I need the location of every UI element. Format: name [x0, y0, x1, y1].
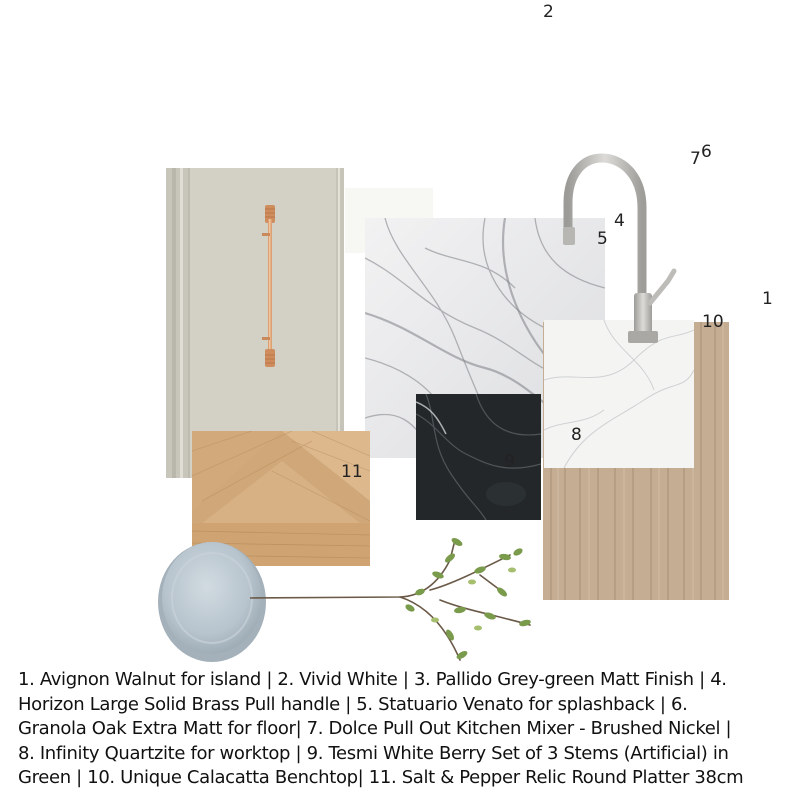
- label-4: 4: [614, 211, 625, 231]
- handle-icon: [259, 205, 281, 367]
- branch-icon: [250, 530, 550, 670]
- caption-line: Horizon Large Solid Brass Pull handle | 5. Statuario Venato for splashback | 6.: [18, 693, 688, 715]
- label-9: 9: [504, 452, 515, 472]
- label-2: 2: [543, 2, 554, 22]
- label-8: 8: [571, 425, 582, 445]
- black-stone-swatch: [416, 394, 541, 520]
- tap-icon: [560, 153, 690, 348]
- label-1: 1: [762, 289, 773, 309]
- materials-caption: [18, 668, 790, 791]
- label-7: 7: [690, 149, 701, 169]
- label-6: 6: [701, 142, 712, 162]
- label-5: 5: [597, 229, 608, 249]
- caption-line: 8. Infinity Quartzite for worktop | 9. Tesmi White Berry Set of 3 Stems (Artificial) in: [18, 742, 729, 764]
- label-11: 11: [341, 462, 363, 482]
- caption-line: Granola Oak Extra Matt for floor| 7. Dolce Pull Out Kitchen Mixer - Brushed Nickel |: [18, 718, 732, 739]
- caption-line: 1. Avignon Walnut for island | 2. Vivid White | 3. Pallido Grey-green Matt Finish | 4.: [18, 669, 727, 690]
- caption-line: Green | 10. Unique Calacatta Benchtop| 11. Salt & Pepper Relic Round Platter 38cm: [18, 767, 744, 788]
- label-10: 10: [702, 312, 724, 332]
